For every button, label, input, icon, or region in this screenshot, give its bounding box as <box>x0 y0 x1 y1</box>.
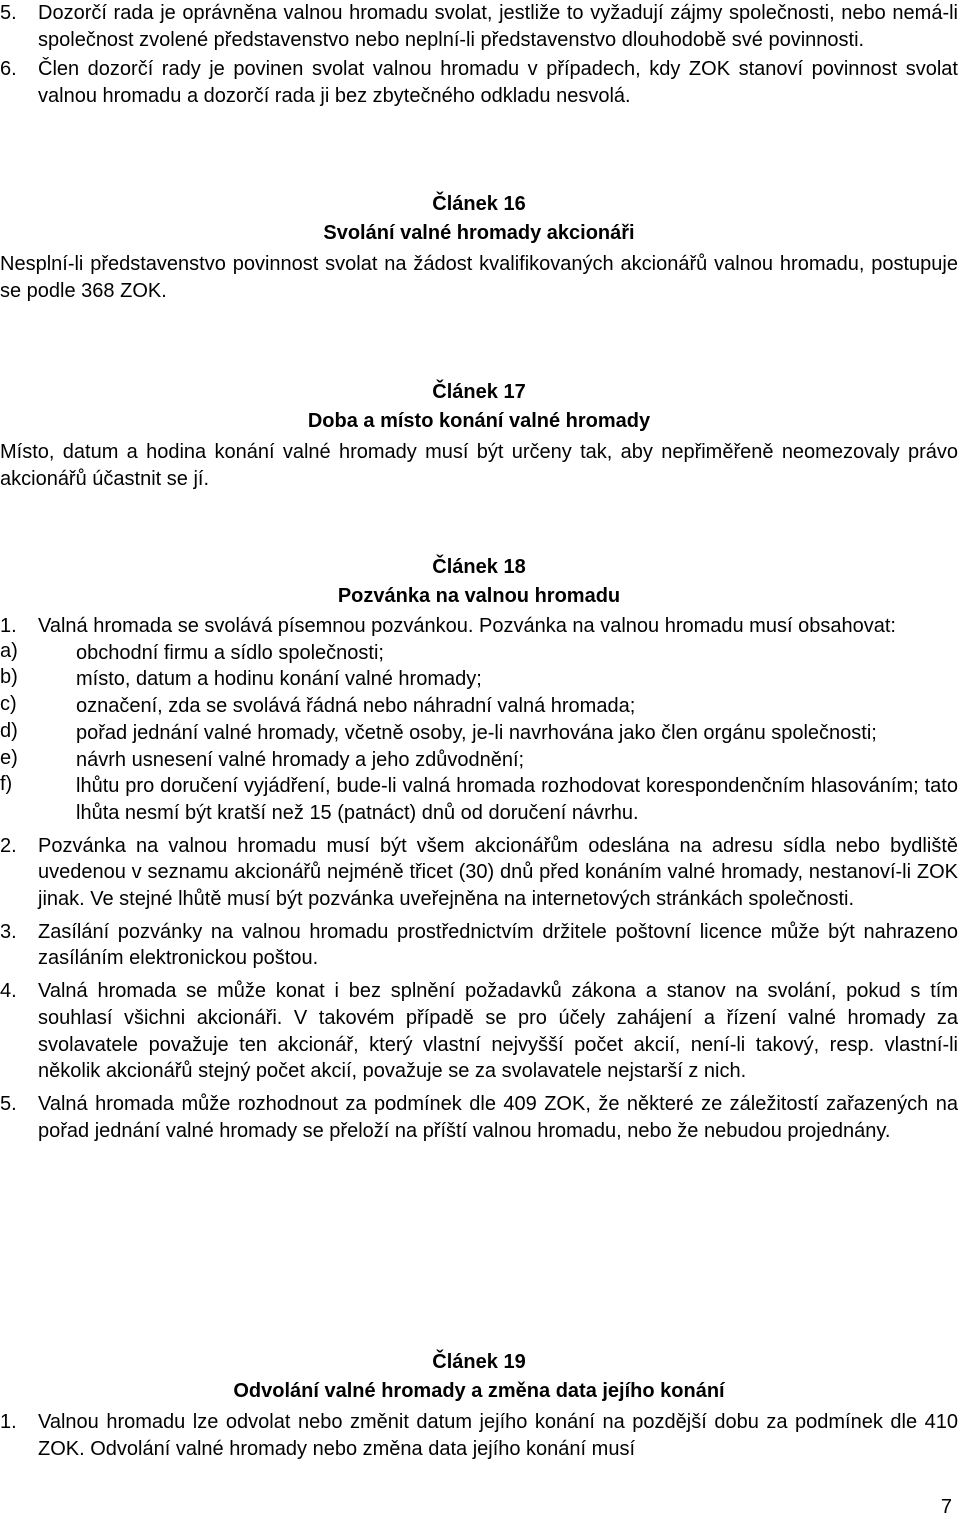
clause-number: 4. <box>0 980 17 1003</box>
clause-number: 5. <box>0 1092 17 1115</box>
article-body: Nesplní-li představenstvo povinnost svolat na žádost kvalifikovaných akcionářů valnou hromadu, postupuje se podle 368 ZOK. <box>0 253 958 302</box>
clause-item <box>0 833 958 913</box>
letter-text: místo, datum a hodinu konání valné hromady; <box>76 668 482 691</box>
article-16 <box>0 190 958 304</box>
clause-text: Valná hromada se svolává písemnou pozvánkou. Pozvánka na valnou hromadu musí obsahovat: <box>38 615 896 637</box>
clause-text: Zasílání pozvánky na valnou hromadu prostřednictvím držitele poštovní licence může být nahrazeno zasíláním elektronickou poštou. <box>38 920 958 970</box>
clause-text: Valná hromada může rozhodnout za podmínek dle 409 ZOK, že některé ze záležitostí zařazených na pořad jednání valné hromady se přeloží na příští valnou hromadu, nebo že nebudou projednány. <box>38 1092 958 1142</box>
letter-item <box>0 666 958 693</box>
letter-item <box>0 640 958 667</box>
article-title: Odvolání valné hromady a změna data jejího konání <box>233 1380 725 1402</box>
letter-text: lhůtu pro doručení vyjádření, bude-li valná hromada rozhodovat korespondenčním hlasováním; tato lhůta nesmí být kratší než 15 (patnáct) dnů od doručení návrhu. <box>76 775 958 824</box>
article-19 <box>0 1348 958 1462</box>
letter-text: obchodní firmu a sídlo společnosti; <box>76 641 384 664</box>
letter-item <box>0 720 958 747</box>
clause-number: 1. <box>0 1411 17 1433</box>
clause-text: Pozvánka na valnou hromadu musí být všem akcionářům odeslána na adresu sídla nebo bydliště uvedenou v seznamu akcionářů nejméně třicet (30) dnů před konáním valné hromady, nestanoví-li ZOK jinak. Ve stejné lhůtě musí být pozvánka uveřejněna na internetových stránkách společnosti. <box>38 834 958 911</box>
clause-item <box>0 1091 958 1144</box>
clause-item <box>0 1409 958 1462</box>
clause-text: Valná hromada se může konat i bez splnění požadavků zákona a stanov na svolání, pokud s tím souhlasí všichni akcionáři. V takovém případě se pro účely zahájení a řízení valné hromady za svolavatele považuje ten akcionář, který vlastní nejvyšší počet akcií, není-li takový, resp. vlastní-li několik akcionářů stejný počet akcií, považuje se za svolavatele nejstarší z nich. <box>38 980 958 1083</box>
clause-item <box>0 978 958 1085</box>
letter-item <box>0 773 958 826</box>
letter-item <box>0 693 958 720</box>
letter-text: návrh usnesení valné hromady a jeho zdůvodnění; <box>76 748 525 771</box>
article-number: Článek 16 <box>432 193 526 215</box>
letter-label: c) <box>0 693 17 716</box>
page-number: 7 <box>940 1496 952 1518</box>
clause-text: Člen dozorčí rady je povinen svolat valnou hromadu v případech, kdy ZOK stanoví povinnost svolat valnou hromadu a dozorčí rada ji bez zbytečného odkladu nesvolá. <box>38 58 958 108</box>
article-title: Pozvánka na valnou hromadu <box>337 585 621 607</box>
clause-number: 1. <box>0 615 17 637</box>
letter-label: f) <box>0 773 13 796</box>
clause-item <box>0 0 958 53</box>
article-17 <box>0 378 958 492</box>
clause-number: 6. <box>0 58 17 81</box>
clause-number: 2. <box>0 834 17 857</box>
clause-item <box>0 919 958 972</box>
letter-label: e) <box>0 746 18 769</box>
clause-item <box>0 613 958 640</box>
letter-label: b) <box>0 666 18 689</box>
article-18 <box>0 553 958 1144</box>
clause-number: 3. <box>0 920 17 943</box>
letter-item <box>0 747 958 774</box>
article-body: Místo, datum a hodina konání valné hromady musí být určeny tak, aby nepřiměřeně neomezovaly právo akcionářů účastnit se jí. <box>0 441 958 490</box>
article-title: Svolání valné hromady akcionáři <box>323 222 635 244</box>
article-number: Článek 18 <box>432 556 526 578</box>
clause-text: Dozorčí rada je oprávněna valnou hromadu svolat, jestliže to vyžadují zájmy společnosti, nebo nemá-li společnost zvolené představenstvo nebo neplní-li představenstvo dlouhodobě své povinnosti. <box>38 2 958 51</box>
article-number: Článek 19 <box>432 1351 526 1373</box>
article-number: Článek 17 <box>432 381 526 403</box>
clause-number: 5. <box>0 2 17 24</box>
letter-text: pořad jednání valné hromady, včetně osoby, je-li navrhována jako člen orgánu společnosti; <box>76 721 877 744</box>
clause-text: Valnou hromadu lze odvolat nebo změnit datum jejího konání na pozdější dobu za podmínek dle 410 ZOK. Odvolání valné hromady nebo změna data jejího konání musí <box>38 1411 958 1460</box>
article-title: Doba a místo konání valné hromady <box>307 410 651 432</box>
letter-label: a) <box>0 639 18 662</box>
letter-text: označení, zda se svolává řádná nebo náhradní valná hromada; <box>76 695 636 718</box>
clause-item <box>0 56 958 109</box>
letter-label: d) <box>0 719 18 742</box>
